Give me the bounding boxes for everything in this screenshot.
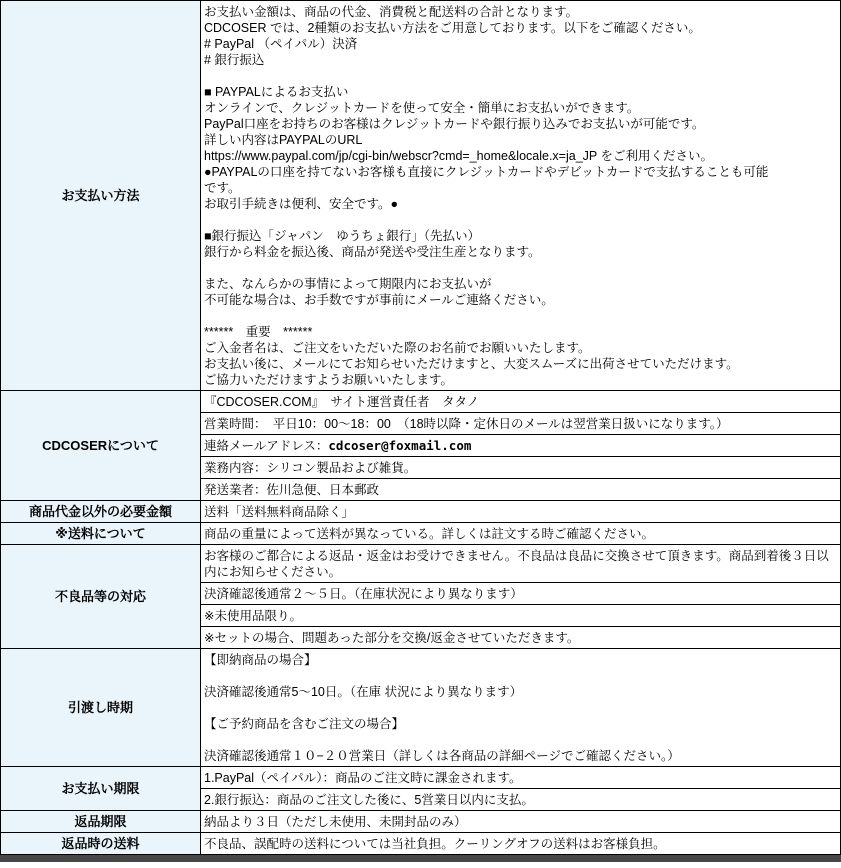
row-header-0: お支払い方法	[1, 1, 201, 390]
text-line: 2.銀行振込：商品のご注文した後に、5営業日以内に支払。	[204, 793, 534, 807]
text-line	[204, 68, 837, 84]
table-cell	[201, 1, 840, 390]
row-content	[201, 1, 840, 390]
table-cell	[201, 435, 840, 457]
table-row	[1, 811, 840, 833]
text-line: また、なんらかの事情によって期限内にお支払いが	[204, 277, 492, 291]
contact-email-label: 連絡メールアドレス：	[204, 439, 329, 453]
table-cell	[201, 413, 840, 435]
table-row	[1, 523, 840, 545]
table-row	[1, 649, 840, 767]
table-row	[1, 545, 840, 649]
text-line: ※セットの場合、問題あった部分を交換/返金させていただきます。	[204, 631, 580, 645]
table-row	[1, 767, 840, 811]
table-cell	[201, 627, 840, 648]
row-header-4: 不良品等の対応	[1, 545, 201, 648]
row-content	[201, 501, 840, 522]
text-line: 詳しい内容はPAYPALのURL	[204, 133, 363, 147]
text-line: お客様のご都合による返品・返金はお受けできません。不良品は良品に交換させて頂きます。商品到着後３日以内にお知らせください。	[204, 549, 829, 579]
text-line: 銀行から料金を振込後、商品が発送や受注生産となります。	[204, 245, 541, 259]
row-header-1: CDCOSERについて	[1, 391, 201, 500]
text-line	[204, 260, 837, 276]
text-line: 決済確認後通常１０−２０営業日（詳しくは各商品の詳細ページでご確認ください。）	[204, 749, 680, 763]
table-cell	[201, 391, 840, 413]
text-line	[204, 700, 837, 716]
table-cell	[201, 605, 840, 627]
text-line: オンラインで、クレジットカードを使って安全・簡単にお支払いができます。	[204, 101, 640, 115]
row-header-3: ※送料について	[1, 523, 201, 544]
table-row	[1, 1, 840, 391]
text-line: ●PAYPALの口座を持てないお客様も直接にクレジットカードやデビットカードで支払することも可能	[204, 165, 769, 179]
text-line: 送料「送料無料商品除く」	[204, 505, 355, 519]
text-line: 『CDCOSER.COM』 サイト運営責任者 タタノ	[204, 395, 480, 409]
text-line: ご入金者名は、ご注文をいただいた際のお名前でお願いいたします。	[204, 341, 591, 355]
text-line	[204, 308, 837, 324]
text-line	[204, 732, 837, 748]
table-cell	[201, 457, 840, 479]
table-cell	[201, 523, 840, 544]
table-row	[1, 501, 840, 523]
row-header-2: 商品代金以外の必要金額	[1, 501, 201, 522]
table-cell	[201, 649, 840, 766]
row-content	[201, 391, 840, 500]
table-row	[1, 391, 840, 501]
table-cell	[201, 545, 840, 583]
row-content	[201, 811, 840, 832]
table-cell	[201, 811, 840, 832]
text-line: ※未使用品限り。	[204, 609, 302, 623]
table-cell	[201, 767, 840, 789]
text-line: https://www.paypal.com/jp/cgi-bin/webscr?cmd=_home&locale.x=ja_JP をご利用ください。	[204, 149, 713, 163]
text-line: 1.PayPal（ペイパル）：商品のご注文時に課金されます。	[204, 771, 522, 785]
row-content	[201, 523, 840, 544]
text-line: 業務内容：シリコン製品および雑貨。	[204, 461, 417, 475]
text-line: 【即納商品の場合】	[204, 653, 317, 667]
row-header-5: 引渡し時期	[1, 649, 201, 766]
table-cell	[201, 501, 840, 522]
text-line: 不良品、誤配時の送料については当社負担。クーリングオフの送料はお客様負担。	[204, 837, 666, 851]
text-line: 不可能な場合は、お手数ですが事前にメールご連絡ください。	[204, 293, 554, 307]
text-line: お取引手続きは便利、安全です。●	[204, 197, 399, 211]
text-line	[204, 438, 837, 454]
text-line: # 銀行振込	[204, 53, 265, 67]
text-line	[204, 668, 837, 684]
row-header-6: お支払い期限	[1, 767, 201, 810]
row-content	[201, 545, 840, 648]
table-cell	[201, 833, 840, 854]
row-header-8: 返品時の送料	[1, 833, 201, 854]
row-content	[201, 767, 840, 810]
text-line: ご協力いただけますようお願いいたします。	[204, 373, 454, 387]
text-line: 営業時間： 平日10：00〜18：00 （18時以降・定休日のメールは翌営業日扱いになります。）	[204, 417, 729, 431]
text-line: 商品の重量によって送料が異なっている。詳しくは註文する時ご確認ください。	[204, 527, 655, 541]
table-cell	[201, 789, 840, 810]
text-line: # PayPal （ペイパル）決済	[204, 37, 358, 51]
text-line: PayPal口座をお持ちのお客様はクレジットカードや銀行振り込みでお支払いが可能です。	[204, 117, 705, 131]
text-line: ■銀行振込「ジャパン ゆうちょ銀行」（先払い）	[204, 229, 481, 243]
text-line: です。	[204, 181, 241, 195]
text-line: お支払い金額は、商品の代金、消費税と配送料の合計となります。	[204, 5, 579, 19]
text-line: 【ご予約商品を含むご注文の場合】	[204, 717, 405, 731]
table-cell	[201, 479, 840, 500]
text-line: お支払い後に、メールにてお知らせいただけますと、大変スムーズに出荷させていただけます。	[204, 357, 739, 371]
text-line: ****** 重要 ******	[204, 325, 313, 339]
table-cell	[201, 583, 840, 605]
text-line: 納品より３日（ただし未使用、未開封品のみ）	[204, 815, 467, 829]
text-line: 決済確認後通常5〜10日。（在庫 状況により異なります）	[204, 685, 523, 699]
text-line: ■ PAYPALによるお支払い	[204, 85, 349, 99]
bottom-divider-bar	[0, 855, 841, 862]
contact-email: cdcoser@foxmail.com	[328, 438, 472, 453]
text-line: 決済確認後通常２〜５日。（在庫状況により異なります）	[204, 587, 523, 601]
text-line: CDCOSER では、2種類のお支払い方法をご用意しております。以下をご確認ください。	[204, 21, 701, 35]
table-row	[1, 833, 840, 855]
row-header-7: 返品期限	[1, 811, 201, 832]
row-content	[201, 833, 840, 854]
text-line: 発送業者：佐川急便、日本郵政	[204, 483, 380, 497]
text-line	[204, 212, 837, 228]
row-content	[201, 649, 840, 766]
